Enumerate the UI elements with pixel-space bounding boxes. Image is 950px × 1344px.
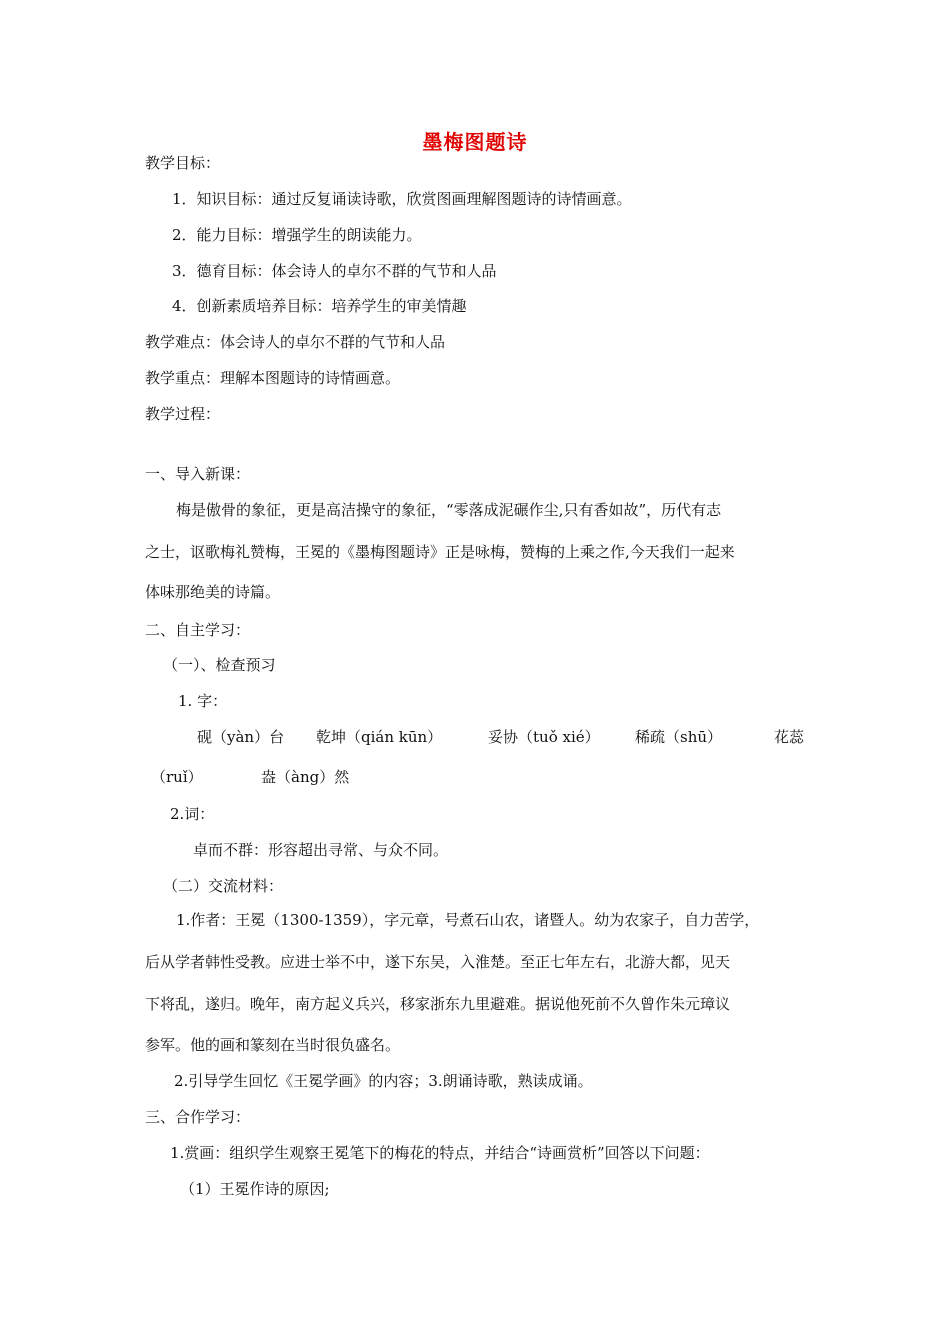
objective-item: 3．德育目标：体会诗人的卓尔不群的气节和人品 [172, 262, 497, 280]
word-definition: 卓而不群：形容超出寻常、与众不同。 [193, 841, 449, 859]
section-heading: 一、导入新课： [145, 465, 251, 483]
author-paragraph-line: 下将乱，遂归。晚年，南方起义兵兴，移家浙东九里避难。据说他死前不久曾作朱元璋议 [145, 995, 731, 1013]
author-paragraph-line: 1.作者：王冕（1300-1359），字元章，号煮石山农，诸暨人。幼为农家子，自力苦学， [176, 911, 760, 929]
vocab-char: 乾坤（qián kūn） [316, 728, 443, 746]
teaching-difficulty: 教学难点：体会诗人的卓尔不群的气节和人品 [145, 333, 446, 351]
guide-line: 2.引导学生回忆《王冕学画》的内容；3.朗诵诗歌，熟读成诵。 [174, 1072, 593, 1090]
intro-paragraph-line: 之士，讴歌梅礼赞梅，王冕的《墨梅图题诗》正是咏梅，赞梅的上乘之作,今天我们一起来 [145, 543, 735, 561]
intro-paragraph-line: 体味那绝美的诗篇。 [145, 583, 281, 601]
section-heading: 三、合作学习： [145, 1108, 251, 1126]
subsection-heading: （二）交流材料： [163, 877, 284, 895]
vocab-char: 砚（yàn）台 [197, 728, 285, 746]
author-paragraph-line: 后从学者韩性受教。应进士举不中，遂下东吴，入淮楚。至正七年左右，北游大都，见天 [145, 953, 731, 971]
vocab-char: 稀疏（shū） [635, 728, 723, 746]
objectives-heading: 教学目标： [145, 154, 221, 172]
vocab-char: 妥协（tuǒ xié） [488, 728, 600, 746]
process-heading: 教学过程： [145, 405, 221, 423]
subsection-heading: （一）、检查预习 [163, 656, 276, 674]
cooperative-item: 1.赏画：组织学生观察王冕笔下的梅花的特点，并结合“诗画赏析”回答以下问题： [170, 1144, 710, 1162]
objective-item: 4．创新素质培养目标：培养学生的审美情趣 [172, 297, 467, 315]
objective-item: 1．知识目标：通过反复诵读诗歌，欣赏图画理解图题诗的诗情画意。 [172, 190, 632, 208]
section-heading: 二、自主学习： [145, 621, 251, 639]
word-heading: 2.词： [170, 805, 215, 823]
document-title: 墨梅图题诗 [422, 130, 528, 154]
vocab-char: 花蕊 [774, 728, 805, 746]
author-paragraph-line: 参军。他的画和篆刻在当时很负盛名。 [145, 1036, 401, 1054]
question-item: （1）王冕作诗的原因; [180, 1180, 330, 1198]
vocab-char: 盎（àng）然 [261, 768, 350, 786]
char-heading: 1. 字： [178, 692, 228, 710]
vocab-char: （ruǐ） [151, 768, 203, 786]
intro-paragraph-line: 梅是傲骨的象征，更是高洁操守的象征，“零落成泥碾作尘,只有香如故”，历代有志 [176, 501, 722, 519]
teaching-focus: 教学重点：理解本图题诗的诗情画意。 [145, 369, 401, 387]
objective-item: 2．能力目标：增强学生的朗读能力。 [172, 226, 422, 244]
